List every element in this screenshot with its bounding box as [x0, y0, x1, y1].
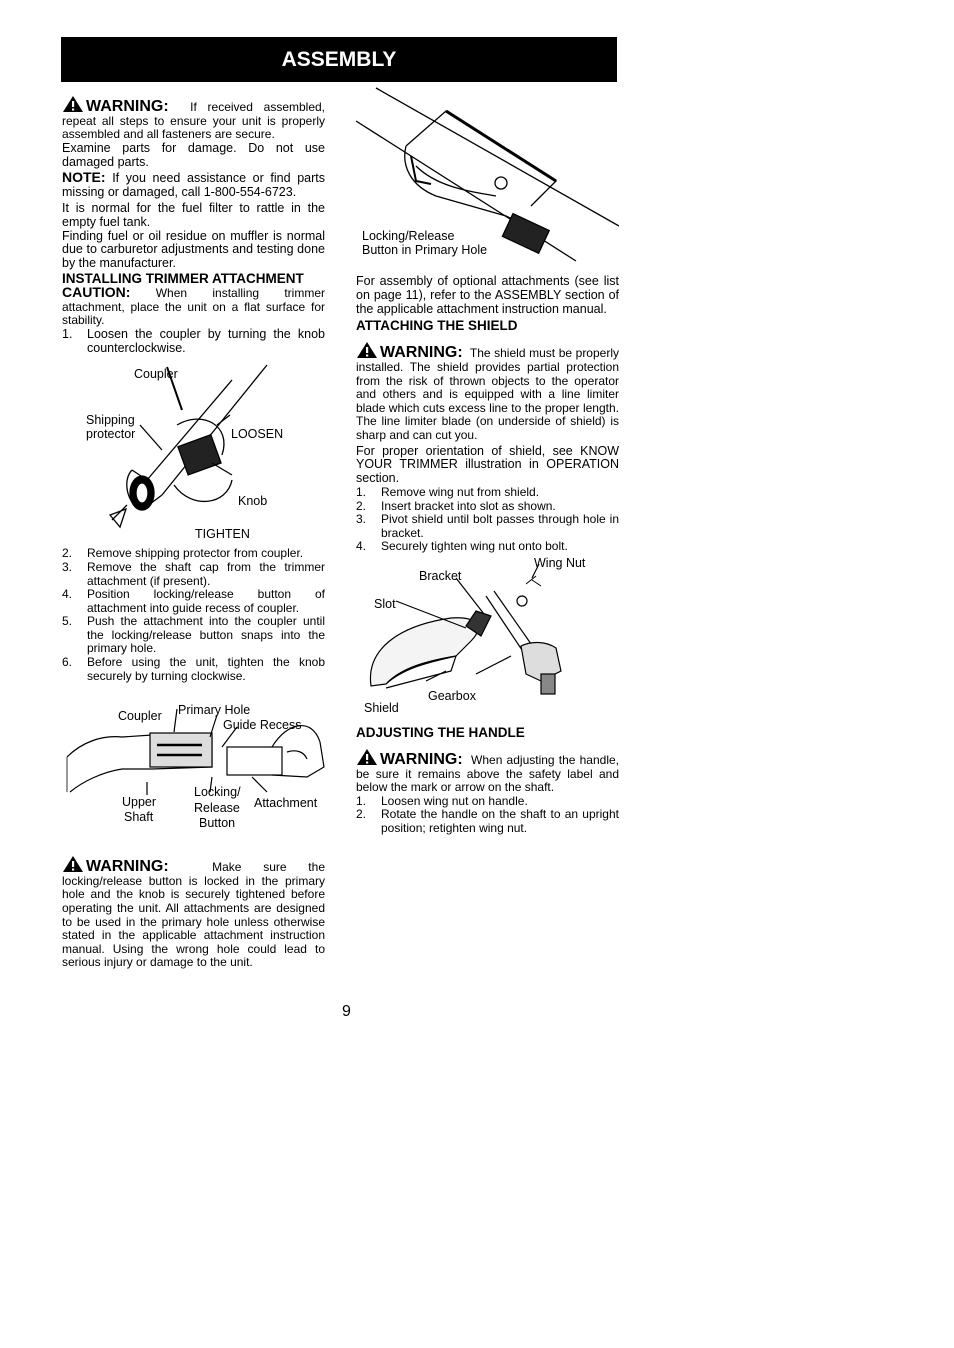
fuel-filter-text: It is normal for the fuel filter to rattle in the empty fuel tank. [62, 200, 325, 229]
left-column [62, 95, 325, 970]
warning-triangle-icon [62, 855, 84, 873]
step-text: Loosen the coupler by turning the knob counterclockwise. [87, 326, 325, 355]
step-number: 6. [62, 655, 73, 670]
warning-triangle-icon [356, 748, 378, 766]
figure-locking-release [356, 86, 619, 264]
figure-label: Primary Hole [178, 703, 251, 718]
optional-attachments-text: For assembly of optional attachments (see list on page 11), refer to the ASSEMBLY section of the applicable attachment instruction manual. [356, 274, 619, 316]
list-item [62, 656, 325, 683]
list-item [62, 328, 325, 356]
figure-attachment [62, 697, 325, 855]
list-item [356, 808, 619, 835]
figure-label: TIGHTEN [195, 527, 250, 542]
step-number: 4. [356, 539, 367, 554]
step-text: Rotate the handle on the shaft to an upright position; retighten wing nut. [381, 807, 619, 835]
list-item [356, 540, 619, 554]
step-1-list [62, 328, 325, 356]
step-number: 5. [62, 614, 73, 629]
figure-label: Button [199, 816, 236, 831]
warning-locking-button [62, 855, 325, 970]
warning-text: Make sure the locking/release button is locked in the primary hole and the knob is securely tightened before operating the unit. All attachments are designed to be used in the primary hole unless otherwise stated in the applicable attachment instruction manual. Using the wrong hole could lead to serious injury or damage to the unit. [62, 860, 325, 970]
step-number: 2. [356, 807, 367, 822]
caution-paragraph [62, 283, 325, 328]
list-item [356, 486, 619, 500]
figure-label: Upper [122, 795, 157, 810]
step-number: 1. [62, 326, 73, 341]
right-column [356, 275, 619, 835]
warning-handle [356, 748, 619, 795]
page-title-banner [61, 37, 617, 82]
figure-coupler-knob [62, 355, 325, 545]
step-number: 3. [356, 512, 367, 527]
installing-heading: INSTALLING TRIMMER ATTACHMENT [62, 270, 304, 286]
figure-label: Slot [374, 596, 396, 611]
list-item [62, 615, 325, 656]
warning-shield [356, 341, 619, 442]
figure-label: Coupler [118, 709, 162, 724]
shield-illustration [356, 556, 619, 722]
figure-label: Coupler [134, 367, 178, 382]
examine-text: Examine parts for damage. Do not use damaged parts. [62, 140, 325, 169]
warning-received-assembled [62, 95, 325, 142]
list-item [356, 513, 619, 540]
warning-triangle-icon [356, 341, 378, 359]
list-item [356, 500, 619, 514]
figure-label: Gearbox [428, 688, 476, 703]
figure-label: LOOSEN [231, 427, 284, 442]
note-label: NOTE: [62, 169, 106, 186]
list-item [62, 588, 325, 615]
caution-text: When installing trimmer attachment, place the unit on a flat surface for stability. [62, 285, 325, 328]
figure-label: Shield [364, 700, 399, 715]
note-paragraph [62, 171, 325, 200]
figure-label: Knob [238, 494, 268, 509]
warning-label: WARNING: [86, 98, 169, 115]
figure-label: Bracket [419, 568, 462, 583]
step-text: Securely tighten wing nut onto bolt. [381, 539, 568, 554]
shield-heading: ATTACHING THE SHIELD [356, 318, 518, 334]
figure-label: Wing Nut [534, 555, 586, 570]
step-number: 1. [356, 793, 367, 808]
figure-label: protector [86, 427, 136, 442]
figure-label: Shaft [124, 810, 154, 825]
figure-shield [356, 556, 619, 722]
warning-text: If received assembled, repeat all steps to ensure your unit is properly assembled and all fasteners are secure. [62, 100, 326, 142]
handle-steps-list [356, 795, 619, 836]
figure-label: Guide Recess [223, 718, 302, 733]
figure-caption: Button in Primary Hole [362, 243, 488, 257]
warning-label: WARNING: [380, 750, 463, 768]
warning-label: WARNING: [380, 344, 463, 362]
step-text: Pivot shield until bolt passes through hole in bracket. [381, 512, 619, 540]
step-text: Loosen wing nut on handle. [381, 793, 528, 808]
warning-label: WARNING: [86, 858, 169, 876]
warning-triangle-icon [62, 95, 84, 113]
page-title: ASSEMBLY [281, 47, 397, 71]
handle-heading: ADJUSTING THE HANDLE [356, 724, 525, 740]
figure-label: Release [194, 801, 240, 816]
step-text: Remove shipping protector from coupler. [87, 546, 304, 561]
orientation-text: For proper orientation of shield, see KNOW YOUR TRIMMER illustration in OPERATION section. [356, 443, 619, 486]
warning-text: The shield must be properly installed. The shield provides partial protection from the risk of thrown objects to the operator and others and is equipped with a line limiter blade which cuts excess line to the proper length. The line limiter blade (on underside of shield) is sharp and can cut you. [356, 346, 619, 442]
list-item [356, 795, 619, 809]
step-text: Push the attachment into the coupler until the locking/release button snaps into the primary hole. [87, 614, 325, 656]
warning-text: When adjusting the handle, be sure it remains above the safety label and below the mark or arrow on the shaft. [356, 752, 620, 795]
step-text: Remove wing nut from shield. [381, 484, 540, 499]
steps-list [62, 547, 325, 683]
figure-caption: Locking/Release [362, 229, 455, 243]
step-text: Before using the unit, tighten the knob securely by turning clockwise. [87, 655, 325, 683]
caution-label: CAUTION: [62, 283, 131, 300]
step-text: Position locking/release button of attachment into guide recess of coupler. [87, 587, 325, 615]
step-number: 1. [356, 484, 367, 499]
figure-label: Locking/ [194, 785, 241, 800]
step-number: 3. [62, 559, 73, 574]
step-text: Insert bracket into slot as shown. [381, 498, 556, 513]
coupler-illustration [62, 355, 325, 545]
list-item [62, 547, 325, 561]
note-text: If you need assistance or find parts missing or damaged, call 1-800-554-6723. [62, 171, 325, 200]
figure-label: Shipping [86, 413, 135, 428]
step-number: 2. [62, 546, 73, 561]
figure-label: Attachment [254, 796, 318, 811]
list-item [62, 561, 325, 588]
page-number: 9 [342, 1003, 351, 1020]
shield-steps-list [356, 486, 619, 554]
step-number: 4. [62, 587, 73, 602]
step-text: Remove the shaft cap from the trimmer attachment (if present). [87, 559, 325, 588]
residue-text: Finding fuel or oil residue on muffler is normal due to carburetor adjustments and testing done by the manufacturer. [62, 228, 325, 271]
step-number: 2. [356, 498, 367, 513]
